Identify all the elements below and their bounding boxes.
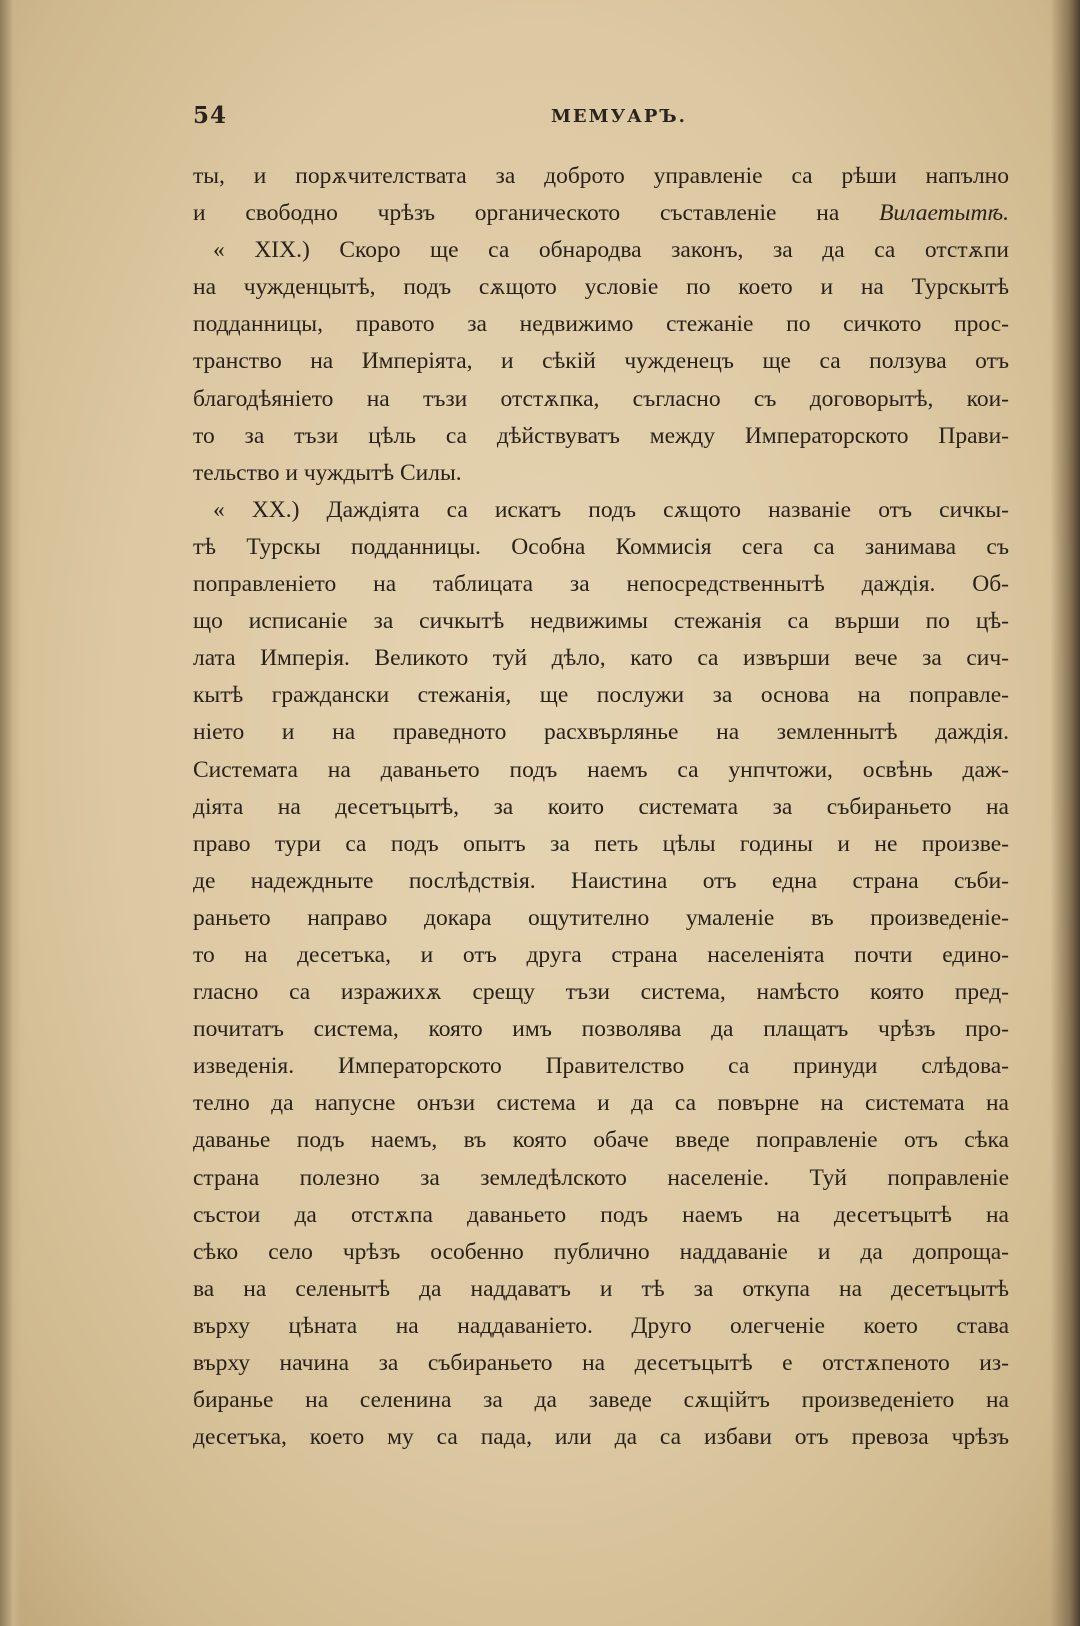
text-line: върху начина за събираньето на десетъцытѣ е отстѫпеното из- xyxy=(193,1350,1009,1376)
paragraph-start-line: « XX.) Даждіята са искатъ подъ сѫщото названіе отъ сичкы- xyxy=(213,496,1009,523)
page-edge-left xyxy=(0,0,22,1626)
text-line: транство на Имперіята, и сѣкій чужденецъ ще са ползува отъ xyxy=(193,348,1009,375)
text-line: де надеждныте послѣдствія. Наистина отъ една страна съби- xyxy=(193,867,1009,894)
text-line: на чужденцытѣ, подъ сѫщото условіе по което и на Турскытѣ xyxy=(193,274,1009,301)
text-line: раньето направо докара ощутително умаленіе въ произведеніе- xyxy=(193,904,1009,931)
text-line-part: и свободно чрѣзъ органическото съставленіе на xyxy=(193,200,840,227)
text-line: ва на селенытѣ да наддаватъ и тѣ за откупа на десетъцытѣ xyxy=(193,1275,1009,1302)
text-line: даванье подъ наемъ, въ която обаче введе поправленіе отъ сѣка xyxy=(193,1127,1009,1154)
text-line: благодѣяніето на тъзи отстѫпка, съгласно съ договорытѣ, кои- xyxy=(193,385,1009,412)
page-header xyxy=(193,102,1008,142)
text-line: десетъка, което му са пада, или да са избави отъ превоза чрѣзъ xyxy=(193,1424,1009,1451)
text-line: Системата на даваньето подъ наемъ са унпчтожи, освѣнь даж- xyxy=(193,756,1009,783)
paragraph-start-line: « XIX.) Скоро ще са обнародва законъ, за да са отстѫпи xyxy=(213,237,1009,264)
text-line: право тури са подъ опытъ за петь цѣлы годины и не произве- xyxy=(193,830,1009,857)
text-line: діята на десетъцытѣ, за които системата за събираньето на xyxy=(193,793,1009,820)
text-line: ніето и на праведното расхвърлянье на земленнытѣ даждія. xyxy=(193,719,1009,746)
text-line: то за тъзи цѣль са дѣйствуватъ между Императорското Прави- xyxy=(193,422,1009,449)
text-line: лата Имперія. Великото туй дѣло, като са извърши вече за сич- xyxy=(193,645,1009,672)
text-line: що исписаніе за сичкытѣ недвижимы стежанія са върши по цѣ- xyxy=(193,608,1009,635)
text-line: поправленіето на таблицата за непосредственнытѣ даждія. Об- xyxy=(193,571,1009,598)
italic-phrase: Вилаетытѣ. xyxy=(879,200,1009,227)
text-line: почитатъ система, която имъ позволява да плащатъ чрѣзъ про- xyxy=(193,1016,1009,1043)
page-number: 54 xyxy=(193,102,228,129)
running-title: МЕМУАРЪ. xyxy=(551,106,687,127)
body-text xyxy=(193,158,1009,1456)
text-line: изведенія. Императорското Правителство са принуди слѣдова- xyxy=(193,1053,1009,1080)
text-line: тѣ Турскы подданницы. Особна Коммисія сега са занимава съ xyxy=(193,533,1009,560)
text-line: страна полезно за земледѣлското населеніе. Туй поправленіе xyxy=(193,1164,1009,1191)
text-line: подданницы, правото за недвижимо стежаніе по сичкото прос- xyxy=(193,311,1009,338)
page-edge-right xyxy=(1050,0,1080,1626)
text-line: гласно са изражихѫ срещу тъзи система, намѣсто която пред- xyxy=(193,979,1009,1006)
text-line: телно да напусне онъзи система и да са повърне на системата на xyxy=(193,1090,1009,1117)
text-line: върху цѣната на наддаваніето. Друго олегченіе което става xyxy=(193,1312,1009,1339)
text-line: тельство и чуждытѣ Силы. xyxy=(193,459,462,486)
text-line: сѣко село чрѣзъ особенно публично наддаваніе и да допроща- xyxy=(193,1238,1009,1265)
text-line: биранье на селенина за да заведе сѫщійтъ произведеніето на xyxy=(193,1387,1009,1414)
text-line: състои да отстѫпа даваньето подъ наемъ на десетъцытѣ на xyxy=(193,1201,1009,1228)
text-line: ты, и порѫчителствата за доброто управленіе са рѣши напълно xyxy=(193,163,1009,189)
text-line xyxy=(193,195,1009,232)
text-line: то на десетъка, и отъ друга страна населеніята почти едино- xyxy=(193,941,1009,968)
text-line: кытѣ граждански стежанія, ще послужи за основа на поправле- xyxy=(193,682,1009,709)
